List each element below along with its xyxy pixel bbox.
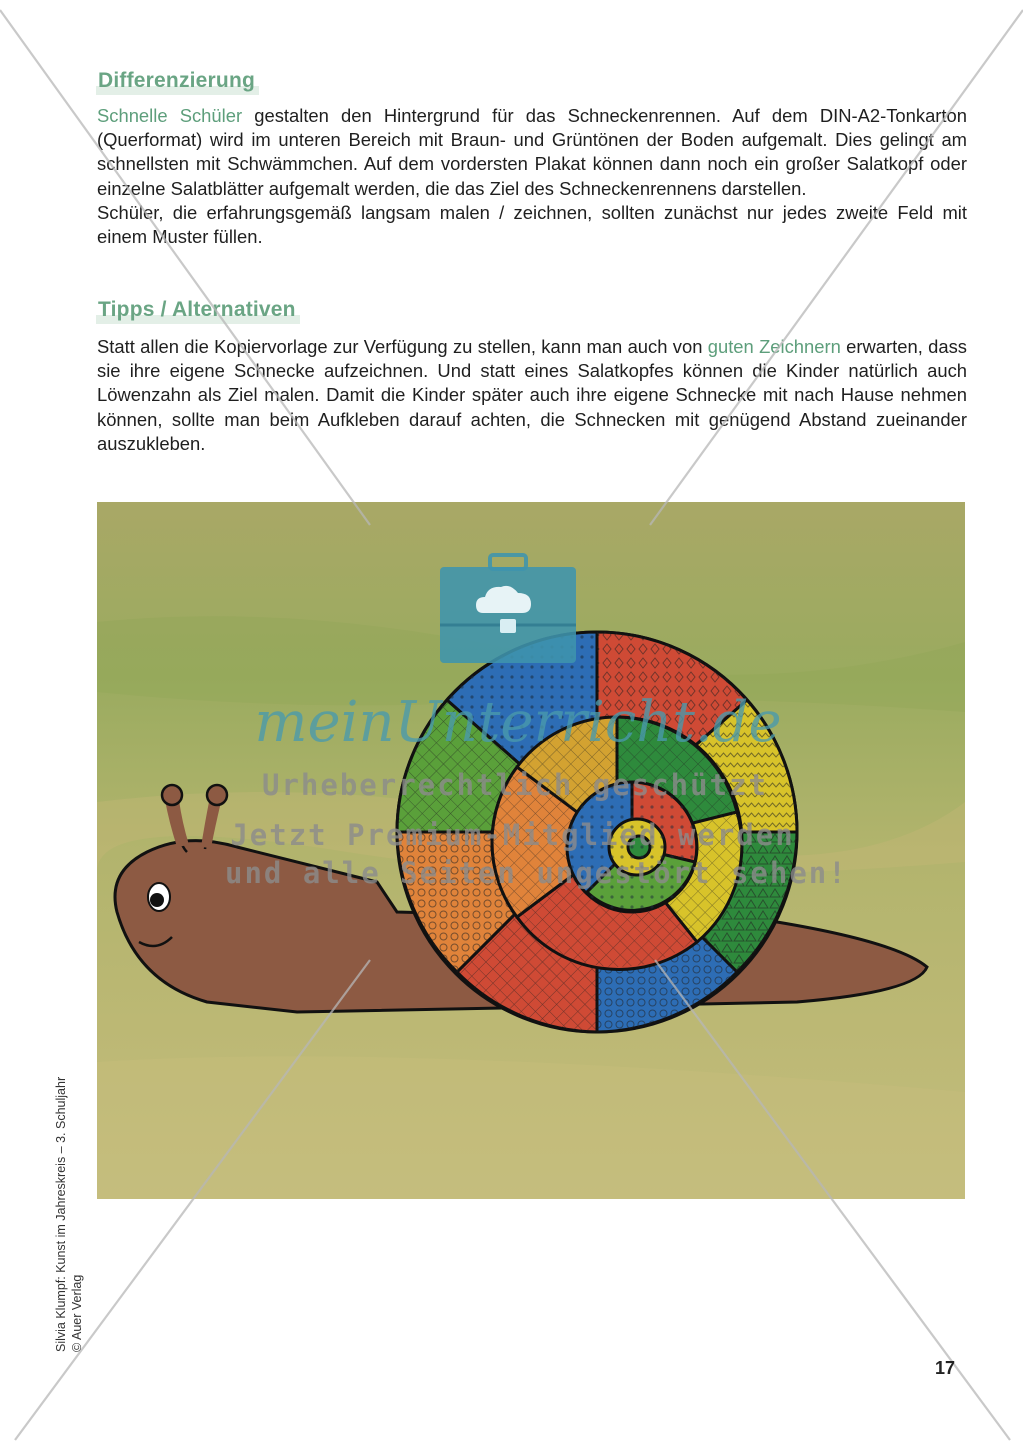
watermark-line-3: und alle Seiten ungestört sehen! — [225, 856, 848, 890]
text-differenzierung-1: gestalten den Hintergrund für das Schneckenrennen. Auf dem DIN-A2-Tonkarton (Querformat) wird im unteren Bereich mit Braun- und Grüntönen der Boden aufgemalt. Dies gelingt am schnellsten mit Schwämmchen. Auf dem vordersten Plakat können dann noch ein großer Salatkopf oder einzelne Salatblätter aufgemalt werden, die das Ziel des Schneckenrennens darstellen. — [97, 105, 967, 199]
sidebar-line-1: Silvia Klumpf: Kunst im Jahreskreis – 3. Schuljahr — [54, 1076, 68, 1352]
heading-tipps-alternativen: Tipps / Alternativen — [96, 298, 300, 324]
watermark-brand: meinUnterricht.de — [254, 690, 782, 755]
heading-differenzierung: Differenzierung — [96, 69, 259, 95]
highlight-schnelle-schueler: Schnelle Schüler — [97, 105, 243, 126]
text-differenzierung-2: Schüler, die erfahrungsgemäß langsam malen / zeichnen, sollten zunächst nur jedes zweite Feld mit einem Muster füllen. — [97, 201, 967, 248]
text-tipps-before: Statt allen die Kopiervorlage zur Verfügung zu stellen, kann man auch von — [97, 336, 708, 357]
text-tipps-after: erwarten, dass sie ihre eigene Schnecke aufzeichnen. Und statt eines Salatkopfes können die Kinder natürlich auch Löwenzahn als Ziel malen. Damit die Kinder später auch ihre eigene Schnecke mit nach Hause nehmen können, sollte man beim Aufkleben darauf achten, die Schnecken mit genügend Abstand zueinander auszukleben. — [97, 336, 967, 454]
briefcase-cloud-icon — [438, 553, 578, 665]
page-number: 17 — [934, 1358, 955, 1378]
paragraph-tipps — [97, 335, 967, 456]
watermark-line-1: Urheberrechtlich geschützt — [262, 768, 768, 802]
sidebar-credit — [53, 1077, 85, 1352]
watermark-line-2: Jetzt Premium-Mitglied werden — [230, 818, 795, 852]
sidebar-line-2: © Auer Verlag — [70, 1274, 84, 1352]
highlight-guten-zeichnern: guten Zeichnern — [707, 336, 841, 357]
paragraph-differenzierung — [97, 104, 967, 249]
